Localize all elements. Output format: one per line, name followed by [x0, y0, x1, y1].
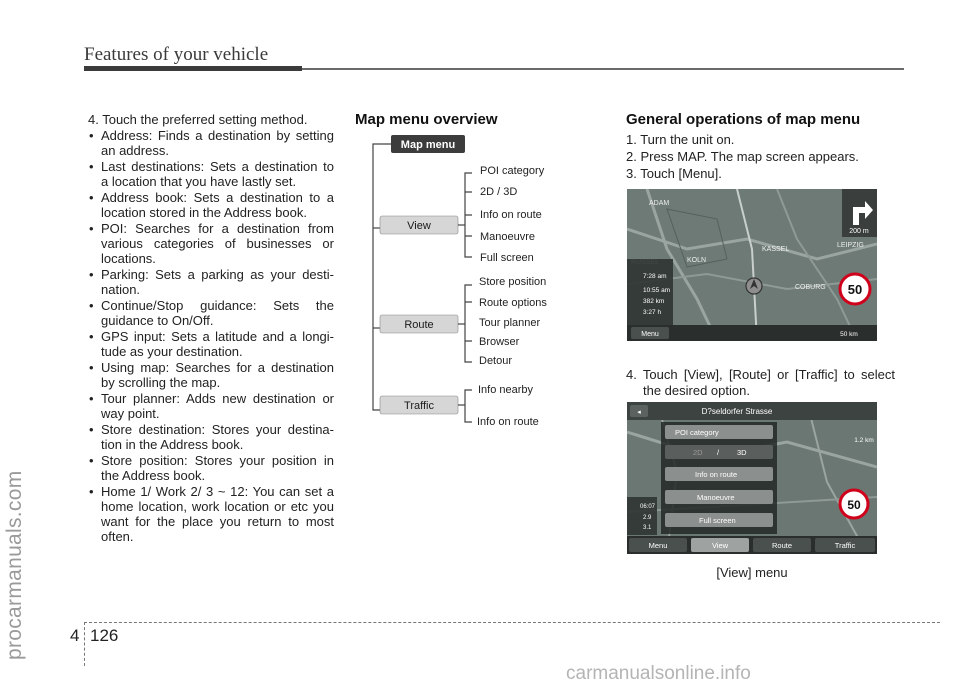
header-rule-thin: [302, 68, 904, 70]
step-3: 3. Touch [Menu].: [626, 166, 722, 181]
traffic-bracket: [465, 390, 472, 422]
list-item: • Address book: Sets a destination to a location stored in the Address book.: [88, 190, 334, 220]
town-label: KOLN: [687, 257, 707, 264]
tab-label: View: [711, 541, 729, 550]
turn-distance: 1.2 km: [854, 437, 874, 444]
view-item-manoeuvre: Manoeuvre: [480, 231, 536, 243]
map-menu-root-label: Map menu: [400, 139, 456, 151]
back-arrow-icon: ◂: [637, 409, 641, 416]
menu-item-label: Manoeuvre: [697, 493, 735, 502]
watermark-side[interactable]: procarmanuals.com: [3, 470, 26, 660]
list-item: • Continue/Stop guidance: Sets the guidance to On/Off.: [88, 298, 334, 328]
list-item: • Store position: Stores your position in the Address book.: [88, 453, 334, 483]
menu-item-label: 3D: [737, 448, 747, 457]
traffic-item-info-nearby: Info nearby: [478, 384, 534, 396]
step-1: 1. Turn the unit on.: [626, 132, 735, 147]
route-item-browser: Browser: [479, 336, 520, 348]
tab-label: Traffic: [834, 541, 856, 550]
view-item-poi-category: POI category: [480, 165, 545, 177]
speed-limit-value: 50: [847, 282, 863, 297]
header-title: Features of your vehicle: [84, 44, 269, 65]
remaining-time: 3:27 h: [643, 309, 662, 316]
view-group-label: View: [407, 220, 431, 232]
trip-info-value: 2.9: [643, 515, 652, 521]
tree-trunk-line: [373, 144, 391, 410]
route-item-detour: Detour: [479, 355, 513, 367]
tab-label: Route: [771, 541, 793, 550]
left-column: [88, 112, 334, 545]
intro-step: 4. Touch the preferred setting method.: [88, 112, 308, 127]
footer-divider: [84, 622, 85, 666]
map-scale: 50 km: [840, 331, 858, 338]
town-label: COBURG: [795, 284, 826, 291]
setting-method-list: [88, 128, 334, 544]
traffic-group-label: Traffic: [404, 400, 434, 412]
list-item: • Store destination: Stores your destina-tion in the Address book.: [88, 422, 334, 452]
list-item: • Address: Finds a destination by setting an address.: [88, 128, 334, 158]
route-item-store-position: Store position: [479, 276, 547, 288]
menu-button-label: Menu: [641, 331, 659, 338]
menu-item-label: Full screen: [699, 516, 736, 525]
trip-info-value: 06:07: [640, 504, 656, 510]
menu-item-label: POI category: [675, 428, 719, 437]
footer-rule: [84, 622, 940, 623]
remaining-distance: 382 km: [643, 298, 665, 305]
route-item-route-options: Route options: [479, 297, 547, 309]
view-item-2d-3d: 2D / 3D: [480, 186, 518, 198]
view-item-ticks: [465, 192, 472, 236]
route-bracket: [465, 285, 472, 362]
route-item-tour-planner: Tour planner: [479, 317, 541, 329]
header-rule-thick: [84, 66, 302, 71]
watermark-bottom[interactable]: carmanualsonline.info: [566, 663, 751, 684]
step-4: 4. Touch [View], [Route] or [Traffic] to select the desired option.: [626, 367, 895, 398]
list-item: • GPS input: Sets a latitude and a longi-tude as your destination.: [88, 329, 334, 359]
trip-info-value: 3.1: [643, 525, 652, 531]
route-group-label: Route: [404, 319, 434, 331]
route-item-ticks: [465, 302, 472, 341]
menu-item-label: Info on route: [695, 470, 738, 479]
town-label: ADAM: [649, 200, 670, 207]
list-item: • Tour planner: Adds new destination or way point.: [88, 391, 334, 421]
tab-label: Menu: [648, 541, 668, 550]
traffic-item-info-on-route: Info on route: [477, 416, 539, 428]
view-item-full-screen: Full screen: [480, 252, 534, 264]
view-menu-screenshot: [627, 402, 877, 554]
view-item-info-on-route: Info on route: [480, 209, 542, 221]
map-menu-tree-diagram: [355, 130, 615, 440]
list-item: • Using map: Searches for a destination by scrolling the map.: [88, 360, 334, 390]
view-menu-caption: [View] menu: [716, 565, 788, 580]
trip-info-panel: [627, 497, 657, 535]
list-item: • Last destinations: Sets a destination to a location that you have lastly set.: [88, 159, 334, 189]
page-number: 126: [90, 626, 119, 645]
turn-distance: 200 m: [849, 228, 869, 235]
general-steps: [626, 131, 878, 182]
step-2: 2. Press MAP. The map screen appears.: [626, 149, 859, 164]
general-operations-title: General operations of map menu: [626, 111, 861, 128]
street-name: D?seldorfer Strasse: [701, 407, 773, 416]
list-item: • POI: Searches for a destination from various categories of businesses or locations.: [88, 221, 334, 266]
town-label: LEIPZIG: [837, 242, 864, 249]
list-item: • Home 1/ Work 2/ 3 ~ 12: You can set a home location, work location or etc you want for the place you return to most often.: [88, 484, 334, 544]
time-now: 7:28 am: [643, 273, 667, 280]
town-label: KASSEL: [762, 246, 790, 253]
map-overview-title: Map menu overview: [355, 111, 498, 128]
eta: 10:55 am: [643, 287, 671, 294]
list-item: • Parking: Sets a parking as your desti-nation.: [88, 267, 334, 297]
chapter-number: 4: [70, 626, 80, 645]
menu-item-label: 2D: [693, 448, 703, 457]
speed-limit-value: 50: [847, 498, 861, 512]
menu-item-separator: /: [717, 448, 720, 457]
map-screen-screenshot: [627, 189, 877, 341]
